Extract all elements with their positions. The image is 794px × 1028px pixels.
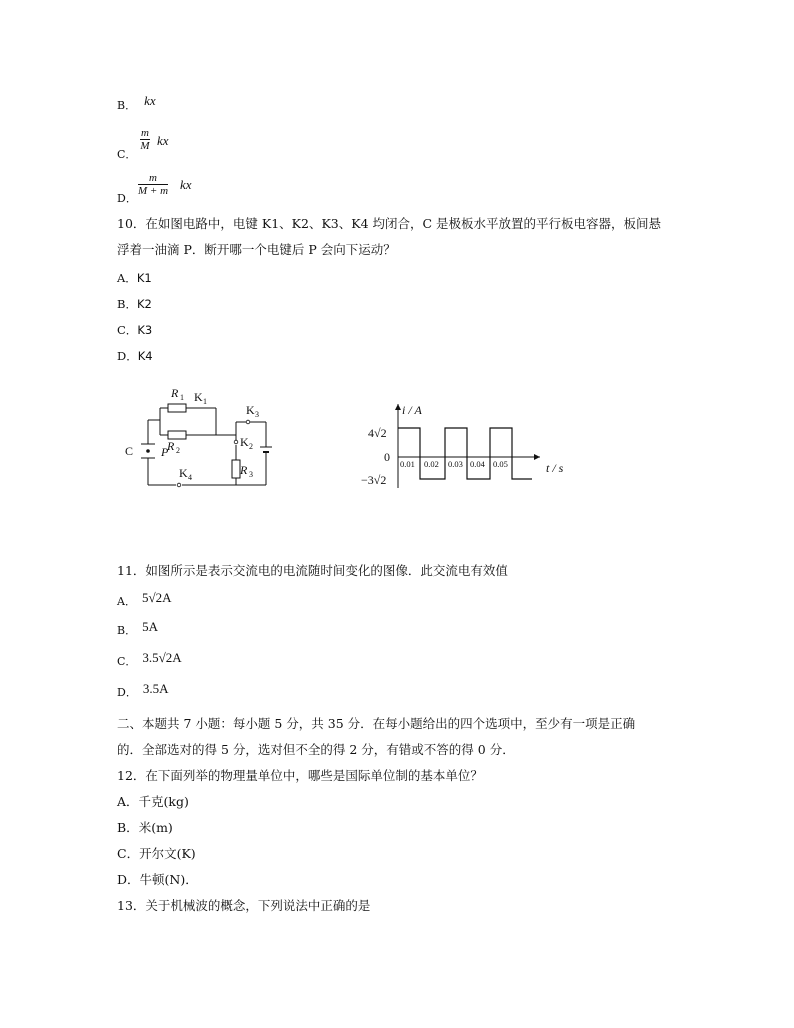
q10-text-line2: 浮着一油滴 P．断开哪一个电键后 P 会向下运动？ bbox=[117, 242, 396, 257]
fraction-denominator: M + m bbox=[138, 185, 169, 197]
switch-k3-contact bbox=[246, 420, 250, 424]
option-text: K2 bbox=[136, 297, 152, 311]
y-tick-top: 4√2 bbox=[368, 426, 387, 440]
q13-text: 13．关于机械波的概念，下列说法中正确的是 bbox=[117, 898, 371, 913]
option-label: D． bbox=[117, 872, 140, 887]
q10-option-c bbox=[117, 322, 152, 338]
label-r2: R bbox=[167, 439, 175, 453]
y-tick-zero: 0 bbox=[384, 450, 390, 464]
label-r2-sub: 2 bbox=[176, 446, 180, 455]
section2-line2: 的．全部选对的得 5 分，选对但不全的得 2 分，有错或不答的得 0 分． bbox=[117, 742, 515, 757]
x-tick: 0.02 bbox=[424, 459, 439, 469]
label-c: C bbox=[125, 444, 134, 458]
option-text: 5√2A bbox=[141, 590, 172, 605]
q11-option-d bbox=[117, 681, 169, 700]
q10-option-b bbox=[117, 296, 152, 312]
y-axis-label: i / A bbox=[402, 403, 422, 417]
option-text: 千克(kg) bbox=[138, 794, 189, 809]
section2-line1: 二、本题共 7 小题：每小题 5 分，共 35 分．在每小题给出的四个选项中，至少有一项是正确 bbox=[117, 716, 636, 731]
oil-drop-p bbox=[146, 449, 150, 453]
label-k4-sub: 4 bbox=[188, 473, 192, 482]
option-text: 3.5A bbox=[142, 681, 169, 696]
option-text: K3 bbox=[137, 323, 153, 337]
option-label: A． bbox=[117, 794, 139, 809]
option-label: D． bbox=[117, 349, 138, 363]
label-p: P bbox=[161, 445, 169, 459]
q10-option-a bbox=[117, 270, 152, 286]
q11-option-c bbox=[117, 650, 182, 669]
option-label: A． bbox=[117, 595, 136, 608]
option-label: A． bbox=[117, 271, 137, 285]
label-r1-sub: 1 bbox=[180, 393, 184, 402]
fraction-numerator: m bbox=[141, 127, 149, 139]
q12-option-c bbox=[117, 844, 196, 862]
option-expression: kx bbox=[144, 93, 156, 108]
label-r3-sub: 3 bbox=[249, 470, 253, 479]
square-wave bbox=[398, 428, 532, 479]
option-text: 米(m) bbox=[138, 820, 173, 835]
q10-text-line1: 10．在如图电路中，电键 K1、K2、K3、K4 均闭合，C 是极板水平放置的平行板电容器，板间悬 bbox=[117, 216, 662, 231]
label-r1: R bbox=[171, 386, 179, 400]
x-tick: 0.01 bbox=[400, 459, 415, 469]
q11-option-b bbox=[117, 619, 158, 638]
q11-option-a bbox=[117, 590, 172, 609]
switch-k2-contact bbox=[234, 440, 238, 444]
label-k2: K bbox=[240, 435, 249, 449]
option-label: B． bbox=[117, 297, 137, 311]
option-text: K1 bbox=[136, 271, 152, 285]
option-text: 3.5√2A bbox=[142, 650, 182, 665]
label-r3: R bbox=[240, 463, 248, 477]
y-tick-bottom: −3√2 bbox=[361, 473, 387, 487]
label-k3: K bbox=[246, 403, 255, 417]
x-tick: 0.05 bbox=[493, 459, 508, 469]
label-k2-sub: 2 bbox=[249, 442, 253, 451]
option-label: D． bbox=[117, 192, 137, 205]
q9-option-c bbox=[117, 146, 136, 162]
option-label: D． bbox=[117, 686, 137, 699]
q9-option-d bbox=[117, 190, 137, 206]
option-label: C． bbox=[117, 148, 137, 161]
option-label: C． bbox=[117, 655, 137, 668]
q12-text: 12．在下面列举的物理量单位中，哪些是国际单位制的基本单位？ bbox=[117, 768, 483, 783]
option-text: 5A bbox=[142, 619, 158, 634]
q12-option-b bbox=[117, 818, 173, 836]
option-label: B． bbox=[117, 624, 137, 637]
resistor-r1 bbox=[168, 404, 186, 412]
option-text: 开尔文(K) bbox=[139, 846, 196, 861]
label-k1-sub: 1 bbox=[203, 397, 207, 406]
x-tick: 0.03 bbox=[448, 459, 463, 469]
fraction-denominator: M bbox=[140, 140, 150, 152]
fraction-tail: kx bbox=[180, 177, 192, 192]
fraction-tail: kx bbox=[157, 133, 169, 148]
q9-option-b bbox=[117, 93, 156, 113]
q11-text: 11．如图所示是表示交流电的电流随时间变化的图像．此交流电有效值 bbox=[117, 563, 508, 578]
x-axis-label: t / s bbox=[546, 461, 564, 475]
q12-option-a bbox=[117, 792, 189, 810]
x-tick: 0.04 bbox=[470, 459, 485, 469]
option-label: C． bbox=[117, 846, 140, 861]
resistor-r2 bbox=[168, 431, 186, 439]
switch-k4-contact bbox=[177, 483, 181, 487]
q10-option-d bbox=[117, 348, 153, 364]
resistor-r3 bbox=[232, 460, 240, 478]
option-text: K4 bbox=[137, 349, 153, 363]
label-k1: K bbox=[194, 390, 203, 404]
q12-option-d bbox=[117, 870, 198, 888]
fraction-m-over-M bbox=[140, 127, 150, 152]
option-label: C． bbox=[117, 323, 138, 337]
label-k3-sub: 3 bbox=[255, 410, 259, 419]
option-label: B． bbox=[117, 99, 137, 112]
option-text: 牛顿(N)． bbox=[139, 872, 198, 887]
fraction-numerator: m bbox=[138, 172, 168, 185]
option-label: B． bbox=[117, 820, 139, 835]
label-k4: K bbox=[179, 466, 188, 480]
fraction-m-over-M-plus-m bbox=[138, 172, 168, 197]
